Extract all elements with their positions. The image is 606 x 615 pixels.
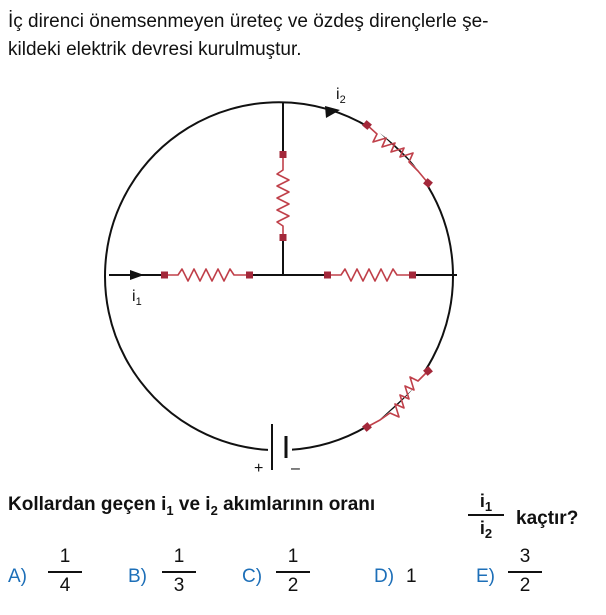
ratio-denominator: $i_2$ xyxy=(479,518,493,541)
option-letter: C) xyxy=(242,566,263,587)
resistor-terminal xyxy=(246,272,253,279)
problem-line-2: kildeki elektrik devresi kurulmuştur. xyxy=(8,39,302,60)
fraction-bar xyxy=(468,514,504,516)
option-c[interactable] xyxy=(242,546,322,606)
resistor-terminal xyxy=(324,272,331,279)
current-i1 xyxy=(130,270,144,308)
resistor-terminal xyxy=(280,151,287,158)
current-i1-label: $i_1$ xyxy=(132,288,142,308)
resistor-upper-right xyxy=(362,120,433,188)
option-d[interactable] xyxy=(374,546,434,606)
option-e[interactable] xyxy=(476,546,556,606)
resistor-terminal xyxy=(280,234,287,241)
option-fraction: 1 4 xyxy=(48,546,82,597)
option-letter: A) xyxy=(8,566,27,587)
current-i2-label: $i_2$ xyxy=(336,86,346,106)
resistor-lower-right xyxy=(362,366,433,432)
resistor-terminal xyxy=(409,272,416,279)
problem-line-1: İç direnci önemsenmeyen üreteç ve özdeş dirençlerle şe- xyxy=(8,11,489,32)
option-b[interactable] xyxy=(128,546,208,606)
resistor-terminal xyxy=(161,272,168,279)
option-fraction: 3 2 xyxy=(508,546,542,597)
option-letter: D) xyxy=(374,566,395,587)
option-fraction: 1 2 xyxy=(276,546,310,597)
option-fraction: 1 3 xyxy=(162,546,196,597)
ratio-numerator: $i_1$ xyxy=(479,491,493,514)
battery-plus-label: + xyxy=(254,460,264,477)
arrow-right-icon xyxy=(130,270,144,280)
option-value: 1 xyxy=(406,566,417,587)
ratio-fraction xyxy=(468,491,504,539)
option-a[interactable] xyxy=(8,546,88,606)
question-end: kaçtır? xyxy=(516,508,579,529)
option-letter: E) xyxy=(476,566,495,587)
question-text: Kollardan geçen $i_1$ ve $i_2$ akımlarının oranı xyxy=(8,494,376,518)
option-letter: B) xyxy=(128,566,147,587)
battery-minus-label: – xyxy=(291,460,300,477)
